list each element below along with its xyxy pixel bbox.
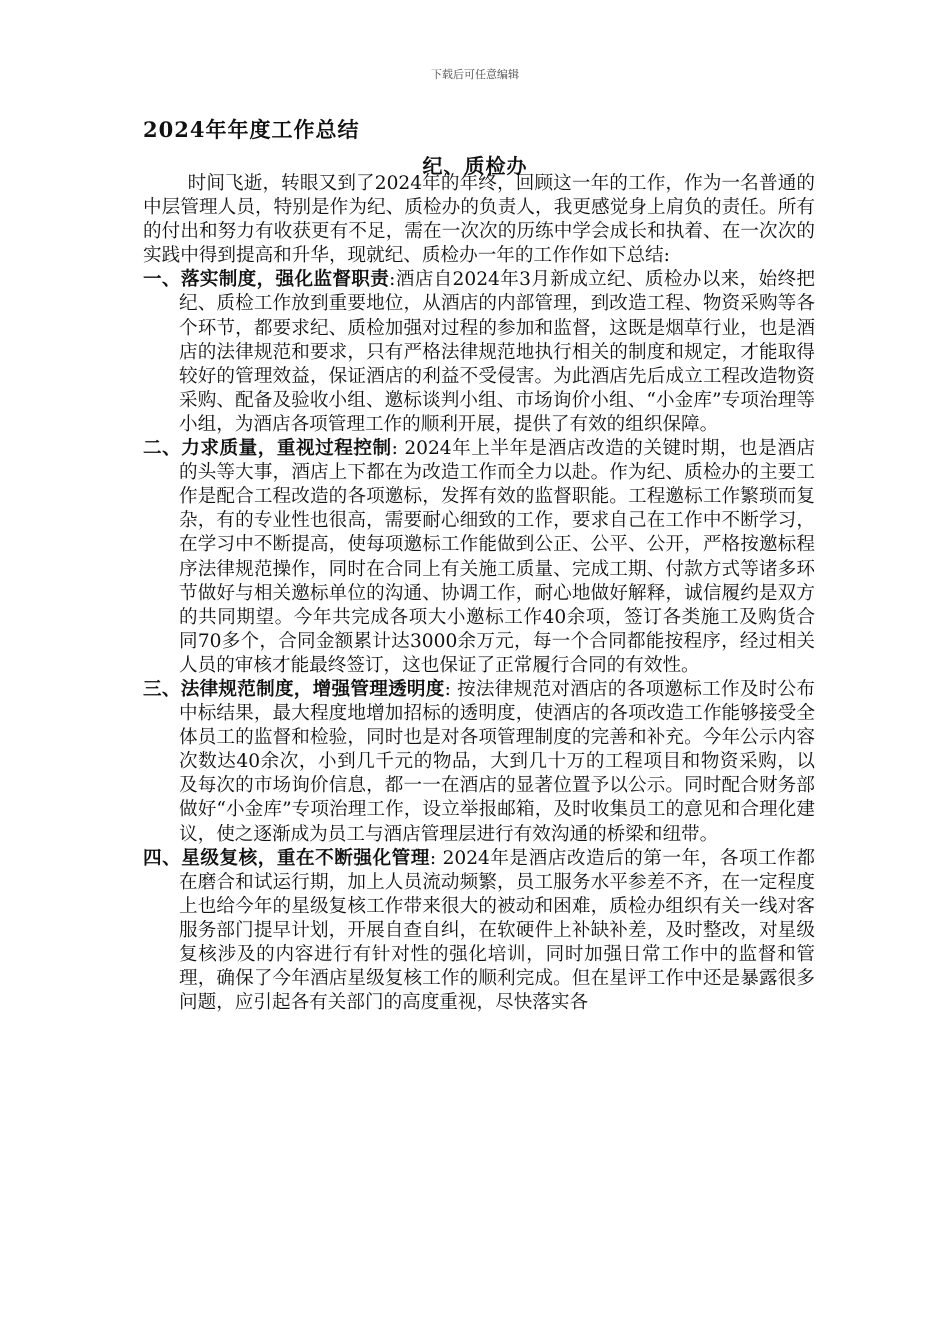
section-number: 三、 (143, 678, 181, 700)
section-heading: 力求质量，重视过程控制 (181, 438, 392, 460)
section-number: 一、 (143, 269, 181, 291)
document-body (143, 172, 815, 1015)
section-text: : 2024年上半年是酒店改造的关键时期，也是酒店的头等大事，酒店上下都在为改造工作而全力以赴。作为纪、质检办的主要工作是配合工程改造的各项邀标，发挥有效的监督职能。工程邀标工作繁琐而复杂，有的专业性也很高，需要耐心细致的工作，要求自己在工作中不断学习，在学习中不断提高，使每项邀标工作能做到公正、公平、公开，严格按邀标程序法律规范操作，同时在合同上有关施工质量、完成工期、付款方式等诸多环节做好与相关邀标单位的沟通、协调工作，耐心地做好解释，诚信履约是双方的共同期望。今年共完成各项大小邀标工作40余项，签订各类施工及购货合同70多个，合同金额累计达3000余万元，每一个合同都能按程序，经过相关人员的审核才能最终签订，这也保证了正常履行合同的有效性。 (179, 438, 815, 676)
section-number: 二、 (143, 438, 182, 460)
document-title: 2024年年度工作总结 (143, 117, 360, 142)
section-2 (143, 437, 815, 678)
intro-paragraph: 时间飞逝，转眼又到了2024年的年终，回顾这一年的工作，作为一名普通的中层管理人员，特别是作为纪、质检办的负责人，我更感觉身上肩负的责任。所有的付出和努力有收获更有不足，需在一次次的历练中学会成长和执着、在一次次的实践中得到提高和升华，现就纪、质检办一年的工作作如下总结: (143, 173, 815, 267)
section-heading: 星级复核，重在不断强化管理 (181, 847, 430, 869)
header-note: 下载后可任意编辑 (431, 68, 519, 81)
section-number: 四、 (143, 847, 182, 869)
section-text: : 按法律规范对酒店的各项邀标工作及时公布中标结果，最大程度地增加招标的透明度，使酒店的各项改造工作能够接受全体员工的监督和检验，同时也是对各项管理制度的完善和补充。今年公示内容次数达40余次，小到几千元的物品，大到几十万的工程项目和物资采购，以及每次的市场询价信息，都一一在酒店的显著位置予以公示。同时配合财务部做好“小金库”专项治理工作，设立举报邮箱，及时收集员工的意见和合理化建议，使之逐渐成为员工与酒店管理层进行有效沟通的桥梁和纽带。 (179, 678, 815, 845)
section-1 (143, 268, 815, 437)
section-text: :酒店自2024年3月新成立纪、质检办以来，始终把纪、质检工作放到重要地位，从酒店的内部管理，到改造工程、物资采购等各个环节，都要求纪、质检加强对过程的参加和监督，这既是烟草行业，也是酒店的法律规范和要求，只有严格法律规范地执行相关的制度和规定，才能取得较好的管理效益，保证酒店的利益不受侵害。为此酒店先后成立工程改造物资采购、配备及验收小组、邀标谈判小组、市场询价小组、“小金库”专项治理等小组，为酒店各项管理工作的顺利开展，提供了有效的组织保障。 (179, 269, 815, 435)
department-heading: 纪、质检办 (422, 154, 528, 178)
section-heading: 法律规范制度，增强管理透明度 (180, 678, 445, 700)
section-heading: 落实制度，强化监督职责 (180, 269, 390, 291)
section-text: : 2024年是酒店改造后的第一年，各项工作都在磨合和试运行期，加上人员流动频繁，员工服务水平参差不齐，在一定程度上也给今年的星级复核工作带来很大的被动和困难，质检办组织有关一线对客服务部门提早计划，开展自查自纠，在软硬件上补缺补差，及时整改，对星级复核涉及的内容进行有针对性的强化培训，同时加强日常工作中的监督和管理，确保了今年酒店星级复核工作的顺利完成。但在星评工作中还是暴露很多问题，应引起各有关部门的高度重视，尽快落实各 (179, 847, 815, 1014)
section-4 (143, 847, 815, 1016)
section-3 (143, 678, 815, 847)
